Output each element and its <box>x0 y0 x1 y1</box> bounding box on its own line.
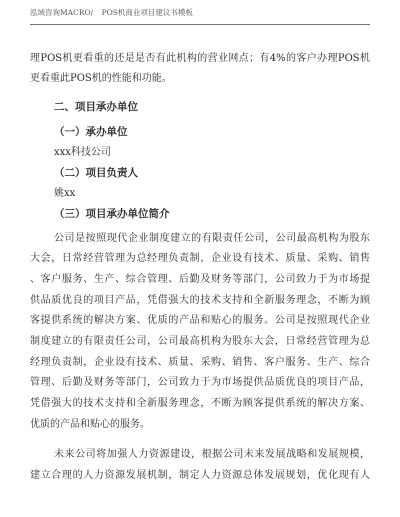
intro-line-2: 更看重此POS机的性能和功能。 <box>30 73 172 84</box>
para2-line: 建立合理的人力资源发展机制，制定人力资源总体发展规划，优化现有人 <box>30 470 370 481</box>
header-doc-title: POS机商业项目建议书模板 <box>101 8 193 17</box>
para1-line: 凭借强大的技术支持和全新服务理念，不断为顾客提供系统的解决方案、 <box>30 398 370 409</box>
page-header <box>30 7 370 23</box>
subsection-title-1: （一）承办单位 <box>54 126 128 138</box>
para1-line: 制度建立的有限责任公司，公司最高机构为股东大会，日常经营管理为总 <box>30 336 370 347</box>
header-brand: 泓域咨询MACRO/ <box>30 8 94 17</box>
para1-line: 公司是按照现代企业制度建立的有限责任公司，公司最高机构为股东 <box>54 233 370 244</box>
intro-line-1: 理POS机更看重的还是是否有此机构的营业网点；有4%的客户办理POS机 <box>30 53 370 64</box>
subsection-title-3: （三）项目承办单位简介 <box>54 208 170 220</box>
para2-line: 未来公司将加强人力资源建设，根据公司未来发展战略和发展规模， <box>54 449 370 460</box>
sub1-value: xxx科技公司 <box>54 147 111 158</box>
para1-line: 、客户服务、生产、综合管理、后勤及财务等部门，公司致力于为市场提 <box>30 274 370 285</box>
para1-line: 管理、后勤及财务等部门，公司致力于为市场提供品质优良的项目产品， <box>30 377 370 388</box>
section-title-2: 二、项目承办单位 <box>54 101 138 113</box>
para1-line: 大会，日常经营管理为总经理负责制，企业设有技术、质量、采购、销售 <box>30 253 370 264</box>
subsection-title-2: （二）项目负责人 <box>54 167 138 179</box>
para1-line: 优质的产品和贴心的服务。 <box>30 419 150 430</box>
para1-line: 客提供系统的解决方案、优质的产品和贴心的服务。公司是按照现代企业 <box>30 315 370 326</box>
para1-line: 供品质优良的项目产品，凭借强大的技术支持和全新服务理念，不断为顾 <box>30 295 370 306</box>
para1-line: 经理负责制，企业设有技术、质量、采购、销售、客户服务、生产、综合 <box>30 357 370 368</box>
header-divider <box>30 24 370 25</box>
sub2-value: 姚xx <box>54 188 76 199</box>
